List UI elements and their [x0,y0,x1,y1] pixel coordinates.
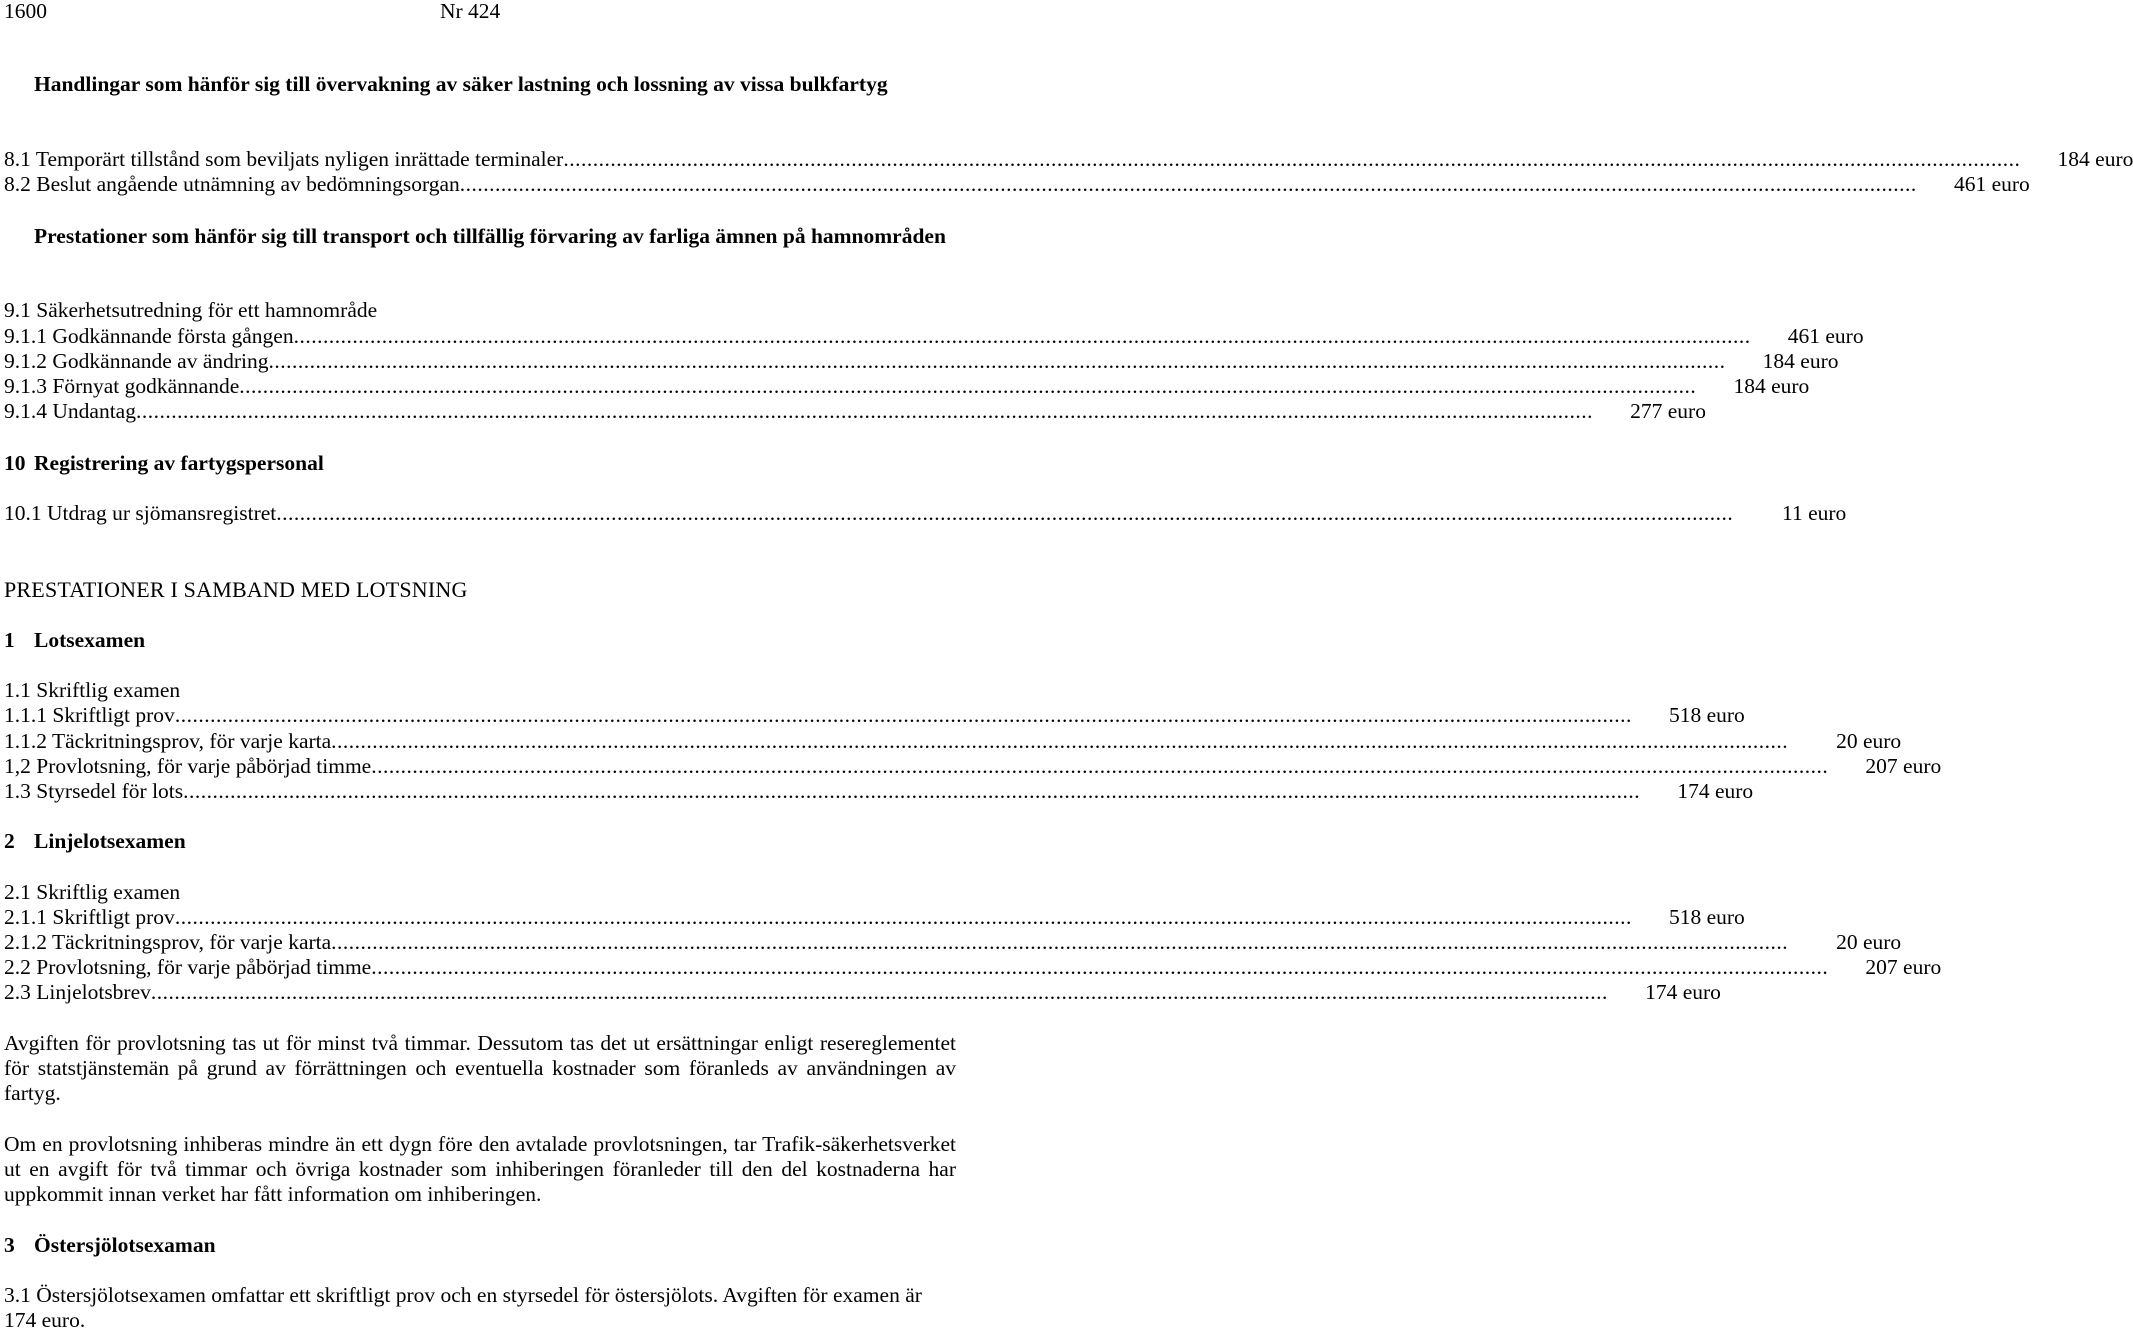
lots-2-heading [4,829,956,854]
section-title: Prestationer som hänför sig till transport och tillfällig förvaring av farliga ämnen på hamnområden [34,224,946,248]
fee-label: 1,2 Provlotsning, för varje påbörjad timme [4,754,372,778]
leader-dots [175,703,1632,728]
fee-price: 461 euro [1787,324,1864,348]
fee-row [4,501,1847,526]
fee-row [4,729,1902,754]
fee-row [4,779,1754,804]
fee-row [4,703,1745,728]
leader-dots [239,374,1696,399]
fee-row [4,905,1745,930]
fee-label: 9.1.1 Godkännande första gången [4,324,294,348]
fee-price: 174 euro [1677,779,1754,803]
fee-row [4,930,1902,955]
fee-row [4,147,2133,172]
fee-price: 518 euro [1668,703,1745,727]
fee-label: 9.1.2 Godkännande av ändring [4,349,269,373]
fee-price: 518 euro [1668,905,1745,929]
section-10-heading [4,451,956,476]
leader-dots [276,501,1733,526]
fee-label: 10.1 Utdrag ur sjömansregistret [4,501,277,525]
section-number [4,224,34,249]
fee-row [4,172,2030,197]
fee-row [4,980,1721,1005]
leader-dots [371,754,1828,779]
fee-row [4,349,1839,374]
fee-row [4,324,1864,349]
fee-price: 20 euro [1836,729,1902,753]
page-header [4,0,956,24]
fee-row [4,399,1706,424]
leader-dots [175,905,1632,930]
section-number: 3 [4,1233,15,1257]
paragraph-provlotsning-fee: Avgiften för provlotsning tas ut för minst två timmar. Dessutom tas det ut ersättningar enligt resereglementet för statstjänstemän på grund av förrättningen och eventuella kostnader som föranleds av användningen av fartyg. [4,1031,956,1105]
pilotage-heading: PRESTATIONER I SAMBAND MED LOTSNING [4,577,468,602]
section-number [4,72,34,97]
fee-label: 2.3 Linjelotsbrev [4,980,151,1004]
fee-price: 207 euro [1865,754,1942,778]
section-title: Lotsexamen [34,628,146,652]
fee-price: 184 euro [1733,374,1810,398]
fee-label: 9.1.4 Undantag [4,399,136,423]
leader-dots [331,729,1788,754]
fee-label: 8.2 Beslut angående utnämning av bedömningsorgan [4,172,460,196]
fee-price: 207 euro [1865,955,1942,979]
leader-dots [331,930,1788,955]
paragraph-ostersjolots: 3.1 Östersjölotsexamen omfattar ett skriftligt prov och en styrsedel för östersjölots. Avgiften för examen är 174 euro. [4,1283,922,1332]
leader-dots [151,980,1608,1005]
section-8-heading [4,72,956,97]
section-number: 2 [4,829,15,853]
fee-label: 2.1.2 Täckritningsprov, för varje karta [4,930,332,954]
fee-label: 2.2 Provlotsning, för varje påbörjad timme [4,955,372,979]
fee-price: 461 euro [1953,172,2030,196]
section-title: Registrering av fartygspersonal [34,451,324,475]
subheading: 2.1 Skriftlig examen [4,880,181,904]
fee-label: 1.1.2 Täckritningsprov, för varje karta [4,729,332,753]
fee-price: 184 euro [1762,349,1839,373]
leader-dots [460,172,1917,197]
fee-row [4,955,1942,980]
lots-3-heading [4,1233,956,1258]
fee-row [4,754,1942,779]
leader-dots [294,324,1751,349]
section-9-heading [4,224,956,249]
fee-label: 2.1.1 Skriftligt prov [4,905,175,929]
fee-price: 184 euro [2057,147,2133,171]
leader-dots [269,349,1726,374]
fee-label: 1.3 Styrsedel för lots [4,779,184,803]
section-title: Handlingar som hänför sig till övervakning av säker lastning och lossning av vissa bulkfartyg [34,72,888,96]
leader-dots [183,779,1640,804]
leader-dots [563,147,2020,172]
fee-price: 277 euro [1630,399,1706,423]
leader-dots [371,955,1828,980]
leader-dots [136,399,1593,424]
fee-price: 11 euro [1782,501,1847,525]
section-title: Linjelotsexamen [34,829,186,853]
fee-label: 1.1.1 Skriftligt prov [4,703,175,727]
section-number: 1 [4,628,15,652]
fee-row [4,374,1810,399]
fee-price: 20 euro [1836,930,1902,954]
section-number: 10 [4,451,26,475]
subheading: 1.1 Skriftlig examen [4,678,181,702]
document-number: Nr 424 [440,0,501,23]
subheading: 9.1 Säkerhetsutredning för ett hamnområde [4,298,378,322]
fee-price: 174 euro [1645,980,1721,1004]
fee-label: 9.1.3 Förnyat godkännande [4,374,240,398]
fee-label: 8.1 Temporärt tillstånd som beviljats nyligen inrättade terminaler [4,147,564,171]
page-number: 1600 [4,0,47,23]
section-title: Östersjölotsexaman [34,1233,216,1257]
lots-1-heading [4,628,956,653]
paragraph-cancellation: Om en provlotsning inhiberas mindre än ett dygn före den avtalade provlotsningen, tar Trafik-säkerhetsverket ut en avgift för två timmar och övriga kostnader som inhiberingen föranleder till den del kostnaderna har uppkommit innan verket har fått information om inhiberingen. [4,1132,956,1206]
